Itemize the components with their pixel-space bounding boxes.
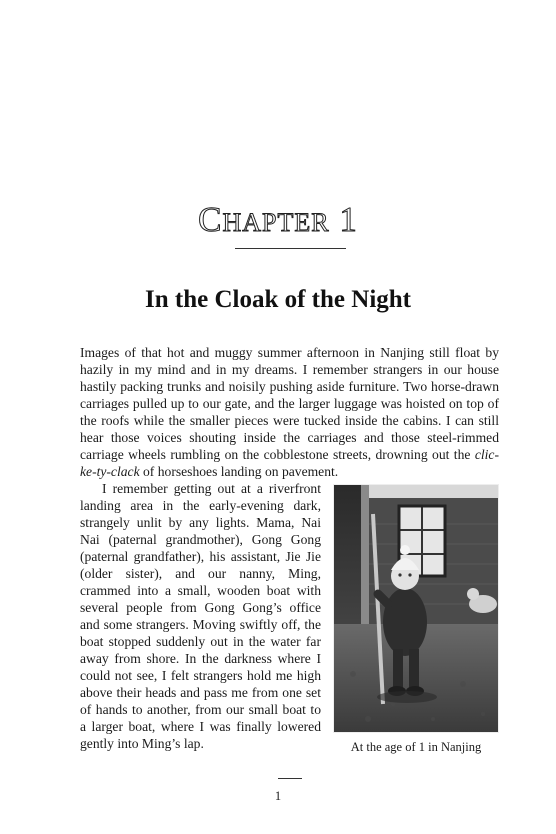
footer-rule — [278, 778, 302, 779]
paragraph-2-text: I remember getting out at a riverfront landing area in the early-evening dark, strangely unlit by any lights. Mama, Nai Nai (paternal grandmother), Gong Gong (paternal grandfather), his assistant, Jie Jie (older sister), and our nanny, Ming, crammed into a small, wooden boat with several people from Gong Gong’s office and some strangers. Moving swiftly off, the boat stopped suddenly out in the water far away from shore. In the darkness where I could not see, I felt strangers hold me high above their heads and pass me from one set of hands to another, from our small boat to a larger boat, where I was finally lowered gently into Ming’s lap. — [80, 481, 321, 751]
photo-illustration — [333, 484, 499, 733]
body-paragraph-1 — [80, 344, 499, 480]
chapter-title: In the Cloak of the Night — [145, 286, 411, 313]
body-paragraph-2 — [80, 480, 321, 752]
photo-caption: At the age of 1 in Nanjing — [350, 740, 482, 754]
chapter-rule — [235, 248, 346, 249]
page-number: 1 — [274, 789, 282, 803]
paragraph-1-end: of horseshoes landing on pavement. — [139, 464, 339, 479]
paragraph-1-italic: clic-ke-ty-clack — [80, 447, 499, 479]
paragraph-1-text: Images of that hot and muggy summer afternoon in Nanjing still float by hazily in my mind and in my dreams. I remember strangers in our house hastily packing trunks and noisily pushing aside furniture. Two horse-drawn carriages pulled up to our gate, and the larger luggage was hoisted on top of the roofs while the smaller pieces were tucked inside the cabins. I can still hear those voices shouting inside the carriages and those steel-rimmed carriage wheels rumbling on the cobblestone streets, drowning out the — [80, 345, 499, 462]
childhood-photo — [333, 484, 499, 733]
chapter-heading — [0, 200, 556, 243]
chapter-number: 1 — [329, 200, 358, 239]
chapter-word: HAPTER — [222, 208, 330, 237]
chapter-initial: C — [198, 200, 223, 239]
